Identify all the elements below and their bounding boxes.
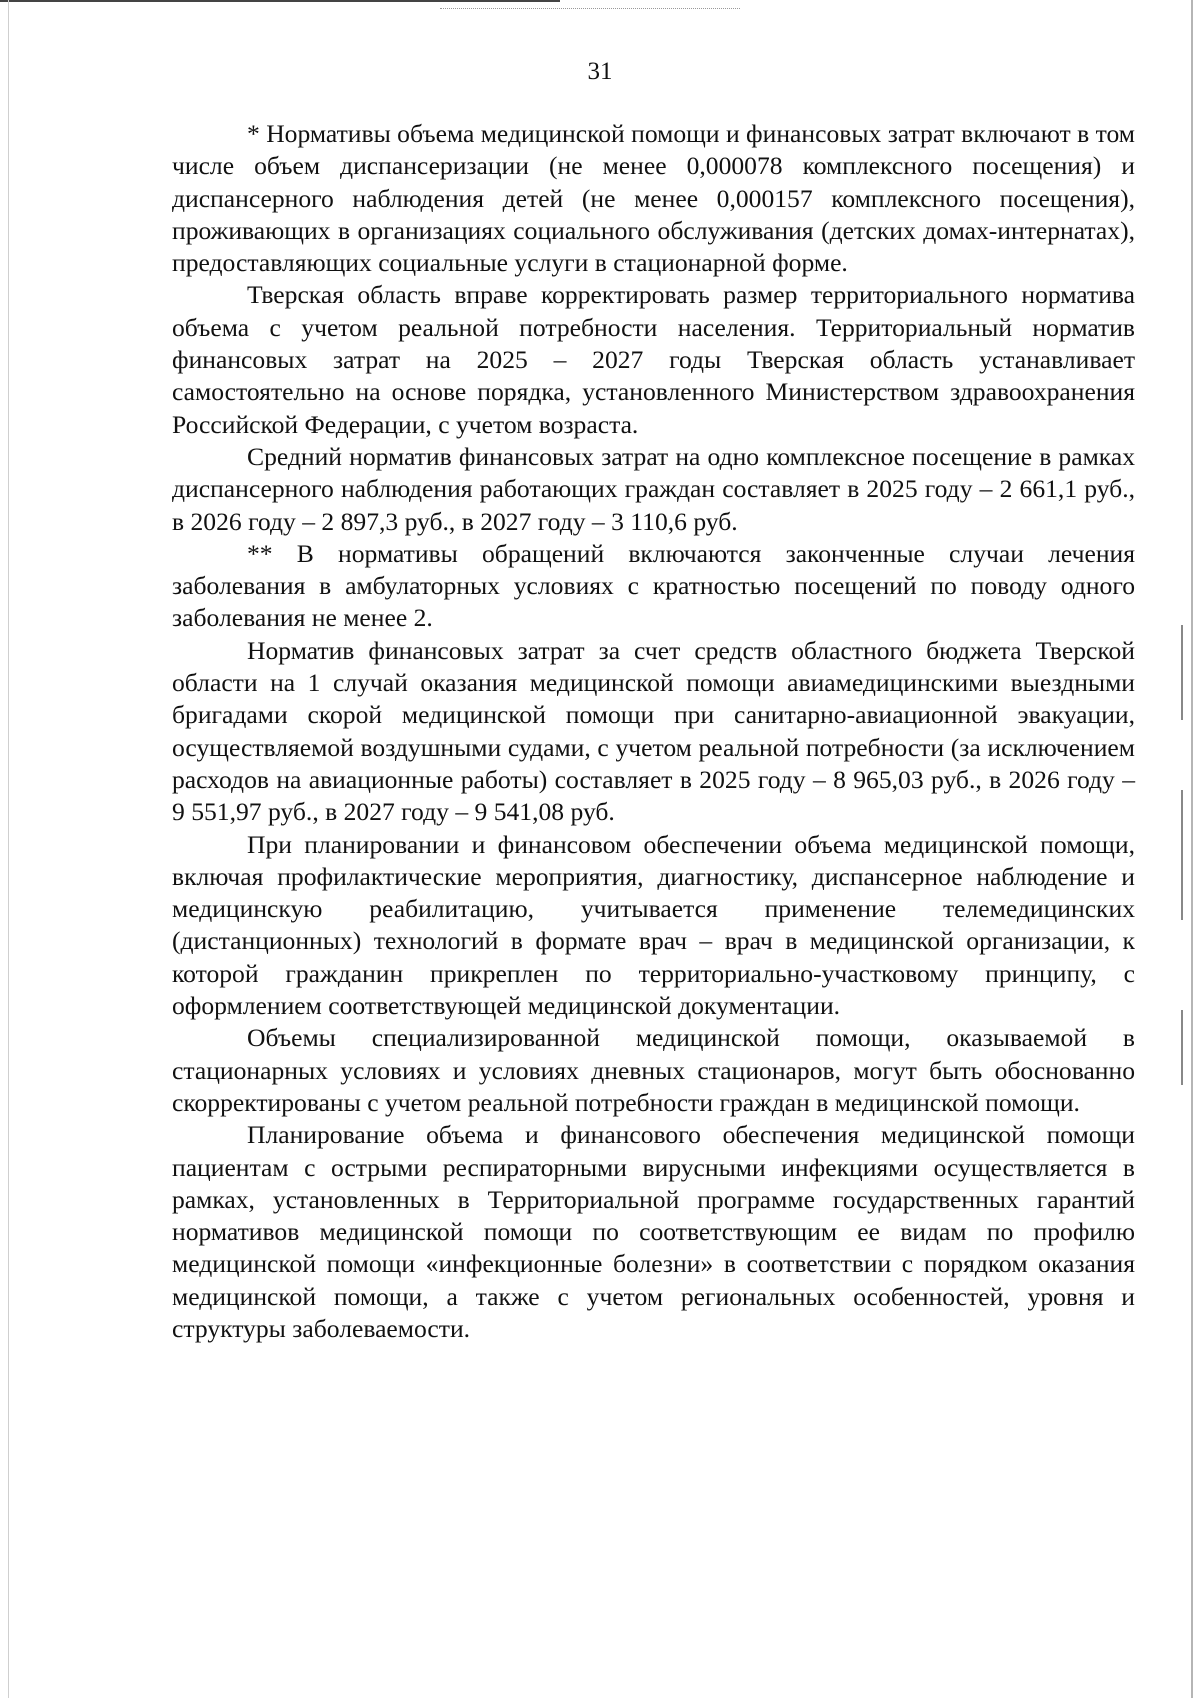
paragraph-air-ambulance: Норматив финансовых затрат за счет средств областного бюджета Тверской области на 1 случай оказания медицинской помощи авиамедицинскими выездными бригадами скорой медицинской помощи при санитарно-авиационной эвакуации, осуществляемой воздушными судами, с учетом реальной потребности (за исключением расходов на авиационные работы) составляет в 2025 году – 8 965,03 руб., в 2026 году – 9 551,97 руб., в 2027 году – 9 541,08 руб. (172, 635, 1135, 827)
paragraph-tver-adjustment: Тверская область вправе корректировать размер территориального норматива объема с учетом реальной потребности населения. Территориальный норматив финансовых затрат на 2025 – 2027 годы Тверская область устанавливает самостоятельно на основе порядка, установленного Министерством здравоохранения Российской Федерации, с учетом возраста. (172, 280, 1135, 439)
paragraph-average-cost: Средний норматив финансовых затрат на одно комплексное посещение в рамках диспансерного наблюдения работающих граждан составляет в 2025 году – 2 661,1 руб., в 2026 году – 2 897,3 руб., в 2027 году – 3 110,6 руб. (172, 441, 1135, 536)
scan-margin-mark (1181, 625, 1183, 720)
paragraph-footnote-norms: * Нормативы объема медицинской помощи и финансовых затрат включают в том числе объем диспансеризации (не менее 0,000078 комплексного посещения) и диспансерного наблюдения детей (не менее 0,000157 комплексного посещения), проживающих в организациях социального обслуживания (детских домах-интернатах), предоставляющих социальные услуги в стационарной форме. (172, 119, 1135, 278)
scan-right-edge (1191, 0, 1193, 1698)
scan-margin-mark (1181, 1010, 1183, 1085)
paragraph-footnote-treatments: ** В нормативы обращений включаются законченные случаи лечения заболевания в амбулаторных условиях с кратностью посещений по поводу одного заболевания не менее 2. (172, 538, 1135, 633)
scan-noise (440, 8, 740, 10)
scan-margin-mark (1181, 790, 1183, 920)
page-number: 31 (587, 58, 613, 85)
scan-edge-line (0, 0, 560, 2)
paragraph-respiratory-infections: Планирование объема и финансового обеспечения медицинской помощи пациентам с острыми респираторными вирусными инфекциями осуществляется в рамках, установленных в Территориальной программе государственных гарантий нормативов медицинской помощи по соответствующим ее видам по профилю медицинской помощи «инфекционные болезни» в соответствии с порядком оказания медицинской помощи, а также с учетом региональных особенностей, уровня и структуры заболеваемости. (172, 1120, 1135, 1343)
paragraph-specialized-care: Объемы специализированной медицинской помощи, оказываемой в стационарных условиях и условиях дневных стационаров, могут быть обоснованно скорректированы с учетом реальной потребности граждан в медицинской помощи. (172, 1023, 1135, 1117)
scan-left-edge (8, 0, 9, 1698)
document-body (172, 118, 1135, 1345)
paragraph-telemedicine: При планировании и финансовом обеспечении объема медицинской помощи, включая профилактические мероприятия, диагностику, диспансерное наблюдение и медицинскую реабилитацию, учитывается применение телемедицинских (дистанционных) технологий в формате врач – врач в медицинской организации, к которой гражданин прикреплен по территориально-участковому принципу, с оформлением соответствующей медицинской документации. (172, 829, 1135, 1021)
